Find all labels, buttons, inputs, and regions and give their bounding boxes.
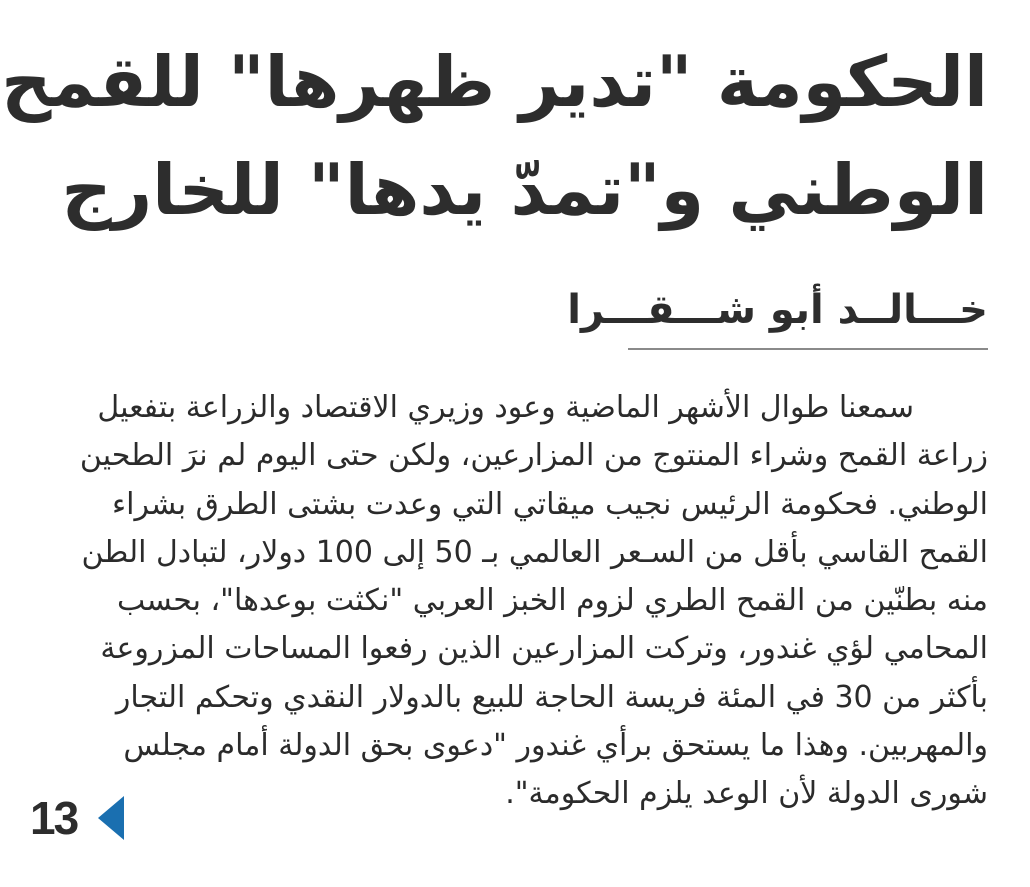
article-line: الوطني. فحكومة الرئيس نجيب ميقاتي التي وعدت بشتى الطرق بشراء bbox=[112, 486, 988, 522]
article-body bbox=[36, 384, 988, 819]
byline bbox=[567, 282, 988, 350]
article-line: شورى الدولة لأن الوعد يلزم الحكومة". bbox=[505, 776, 988, 812]
headline bbox=[1, 28, 988, 244]
article-line: بأكثر من 30 في المئة فريسة الحاجة للبيع بالدولار النقدي وتحكم التجار bbox=[115, 679, 988, 715]
triangle-left-icon bbox=[96, 794, 126, 842]
article-line: منه بطنّين من القمح الطري لزوم الخبز العربي "نكثت بوعدها"، بحسب bbox=[116, 583, 988, 619]
page-number-marker bbox=[30, 792, 130, 844]
article-line: زراعة القمح وشراء المنتوج من المزارعين، ولكن حتى اليوم لم نرَ الطحين bbox=[79, 438, 988, 474]
headline-line-2: الوطني و"تمدّ يدها" للخارج bbox=[61, 149, 988, 231]
headline-line-1: الحكومة "تدير ظهرها" للقمح bbox=[1, 41, 988, 123]
article-line: والمهربين. وهذا ما يستحق برأي غندور "دعوى بحق الدولة أمام مجلس bbox=[123, 728, 988, 764]
article-line: القمح القاسي بأقل من السـعر العالمي بـ 50 إلى 100 دولار، لتبادل الطن bbox=[81, 534, 988, 570]
page-number: 13 bbox=[30, 792, 78, 844]
article-line: سمعنا طوال الأشهر الماضية وعود وزيري الاقتصاد والزراعة بتفعيل bbox=[97, 390, 914, 425]
article-line: المحامي لؤي غندور، وتركت المزارعين الذين رفعوا المساحات المزروعة bbox=[100, 631, 988, 667]
author-name: خـــالــد أبو شـــقـــرا bbox=[567, 287, 988, 333]
